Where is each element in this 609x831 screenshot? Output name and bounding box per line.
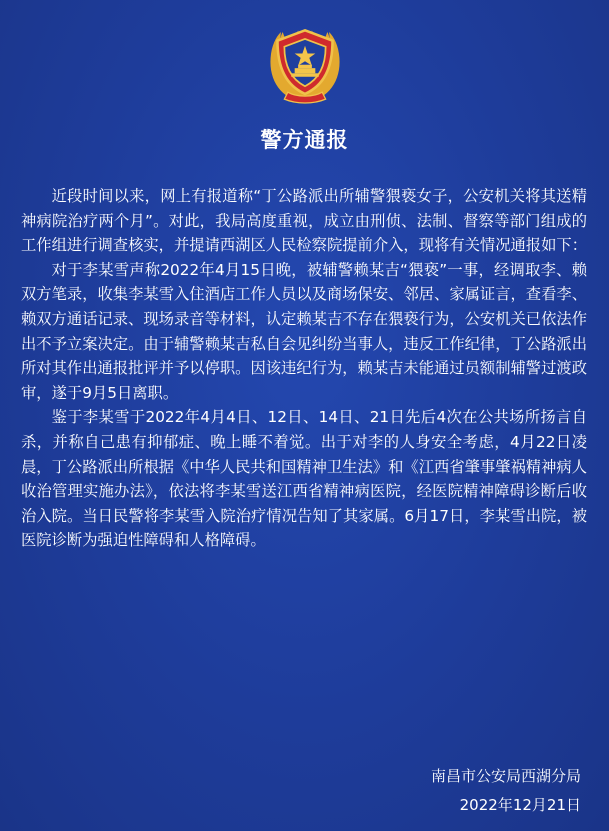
notice-body: [21, 184, 587, 553]
police-emblem-icon: [262, 20, 348, 106]
paragraph-1: 近段时间以来，网上有报道称“丁公路派出所辅警猥亵女子，公安机关将其送精神病院治疗两个月”。对此，我局高度重视，成立由刑侦、法制、督察等部门组成的工作组进行调查核实，并提请西湖区人民检察院提前介入，现将有关情况通报如下：: [21, 187, 587, 255]
paragraph-2: 对于李某雪声称2022年4月15日晚，被辅警赖某吉“猥亵”一事，经调取李、赖双方笔录，收集李某雪入住酒店工作人员以及商场保安、邻居、家属证言，查看李、赖双方通话记录、现场录音等材料，认定赖某吉不存在猥亵行为，公安机关已依法作出不予立案决定。由于辅警赖某吉私自会见纠纷当事人，违反工作纪律，丁公路派出所对其作出通报批评并予以停职。因该违纪行为，赖某吉未能通过员额制辅警过渡政审，遂于9月5日离职。: [21, 260, 587, 402]
paragraph-3: 鉴于李某雪于2022年4月4日、12日、14日、21日先后4次在公共场所扬言自杀，并称自己患有抑郁症、晚上睡不着觉。出于对李的人身安全考虑，4月22日凌晨，丁公路派出所根据《中华人民共和国精神卫生法》和《江西省肇事肇祸精神病人收治管理实施办法》，依法将李某雪送江西省精神病医院，经医院精神障碍诊断后收治入院。当日民警将李某雪入院治疗情况告知了其家属。6月17日，李某雪出院，被医院诊断为强迫性障碍和人格障碍。: [21, 408, 587, 550]
issuing-organization: 南昌市公安局西湖分局: [430, 767, 581, 785]
signoff: [431, 762, 581, 820]
page-title: 警方通报: [260, 128, 349, 152]
issue-date: 2022年12月21日: [459, 796, 581, 814]
